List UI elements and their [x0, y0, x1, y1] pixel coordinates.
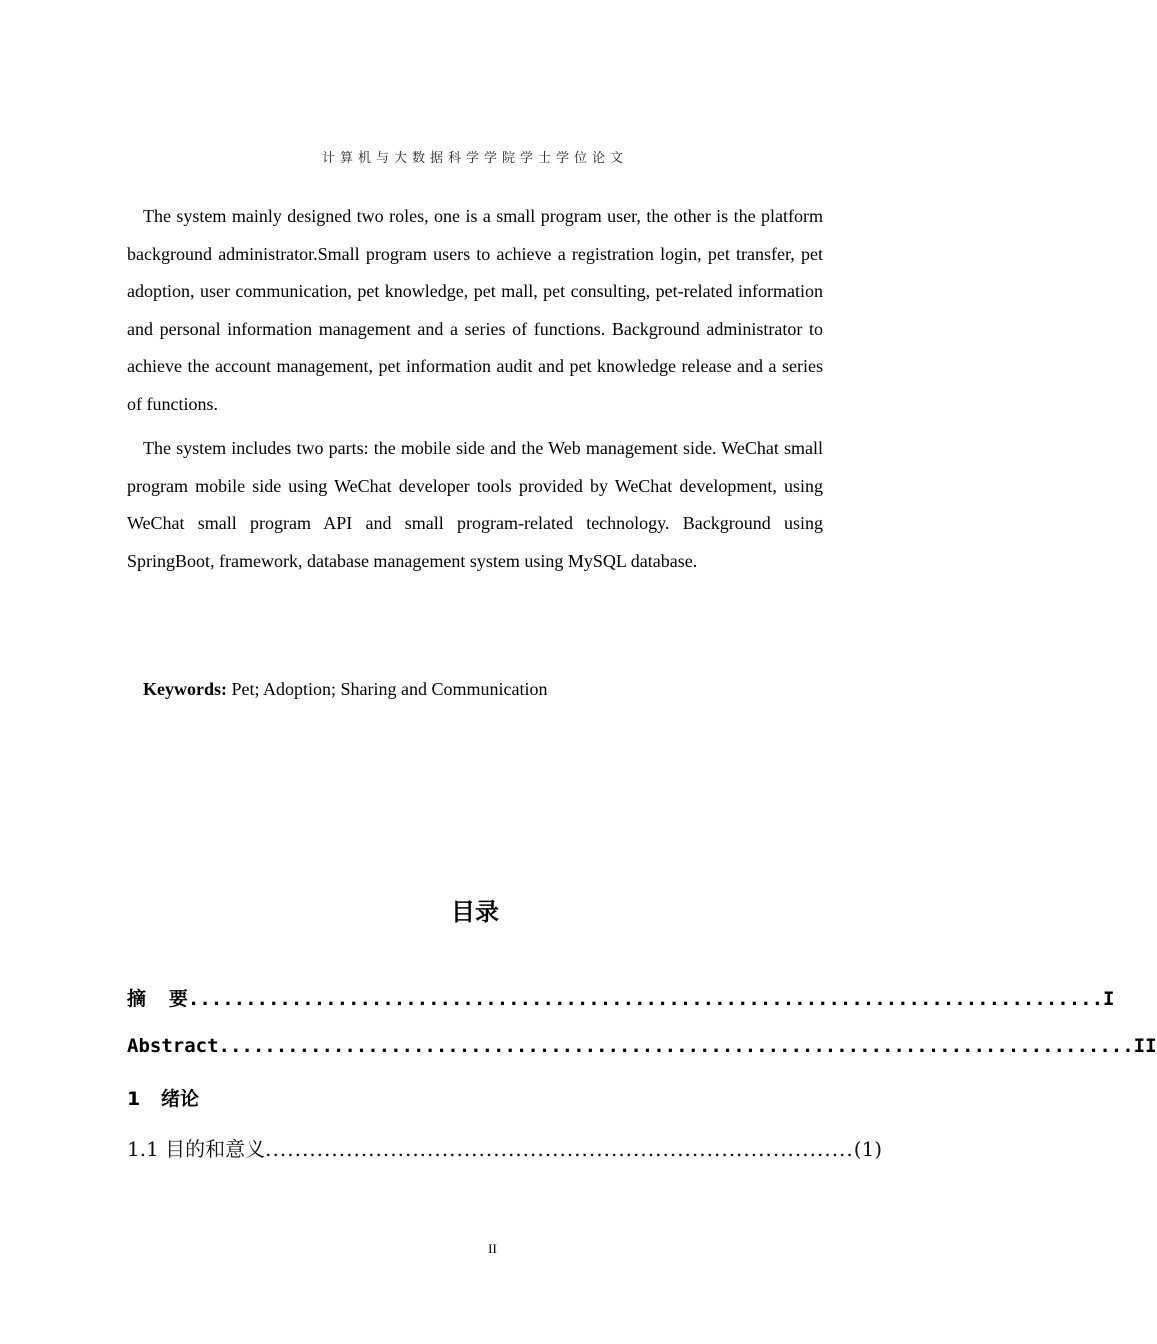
page-number: II: [488, 1241, 497, 1256]
toc-chapter-title: 绪论: [161, 1088, 200, 1110]
keywords-label: Keywords:: [143, 679, 227, 699]
keywords-line: [143, 676, 547, 702]
toc-chapter-number: 1: [127, 1088, 141, 1110]
toc-leader-dots: ................................................................................: [218, 1035, 1134, 1057]
toc-entry-label: Abstract: [127, 1035, 219, 1057]
abstract-paragraph: The system includes two parts: the mobile side and the Web management side. WeChat small program mobile side using WeChat developer tools provided by WeChat development, using WeChat small program API and small program-related technology. Background using SpringBoot, framework, database management system using MySQL database.: [127, 438, 823, 571]
abstract-paragraph: The system mainly designed two roles, one is a small program user, the other is the platform background administrator.Small program users to achieve a registration login, pet transfer, pet adoption, user communication, pet knowledge, pet mall, pet consulting, pet-related information and personal information management and a series of functions. Background administrator to achieve the account management, pet information audit and pet knowledge release and a series of functions.: [127, 206, 823, 414]
toc-entry-abstract-cn[interactable]: [127, 984, 1115, 1011]
toc-entry-page: (1): [853, 1137, 883, 1161]
toc-entry-abstract-en[interactable]: [127, 1035, 1157, 1057]
abstract-body: [127, 198, 823, 580]
toc-entry-1-1[interactable]: [127, 1133, 883, 1162]
toc-entry-page: II: [1133, 1035, 1157, 1057]
toc-entry-label: 1.1 目的和意义: [127, 1137, 266, 1161]
toc-leader-dots: ................................................................................: [265, 1137, 854, 1161]
toc-entry-label: 摘 要: [127, 988, 188, 1010]
running-header: 计算机与大数据科学学院学士学位论文: [321, 151, 628, 166]
toc-leader-dots: ................................................................................: [187, 988, 1104, 1010]
toc-title: 目录: [451, 898, 499, 926]
toc-entry-page: I: [1103, 988, 1115, 1010]
keywords-value: Pet; Adoption; Sharing and Communication: [227, 679, 548, 699]
toc-chapter-1[interactable]: [127, 1084, 199, 1111]
